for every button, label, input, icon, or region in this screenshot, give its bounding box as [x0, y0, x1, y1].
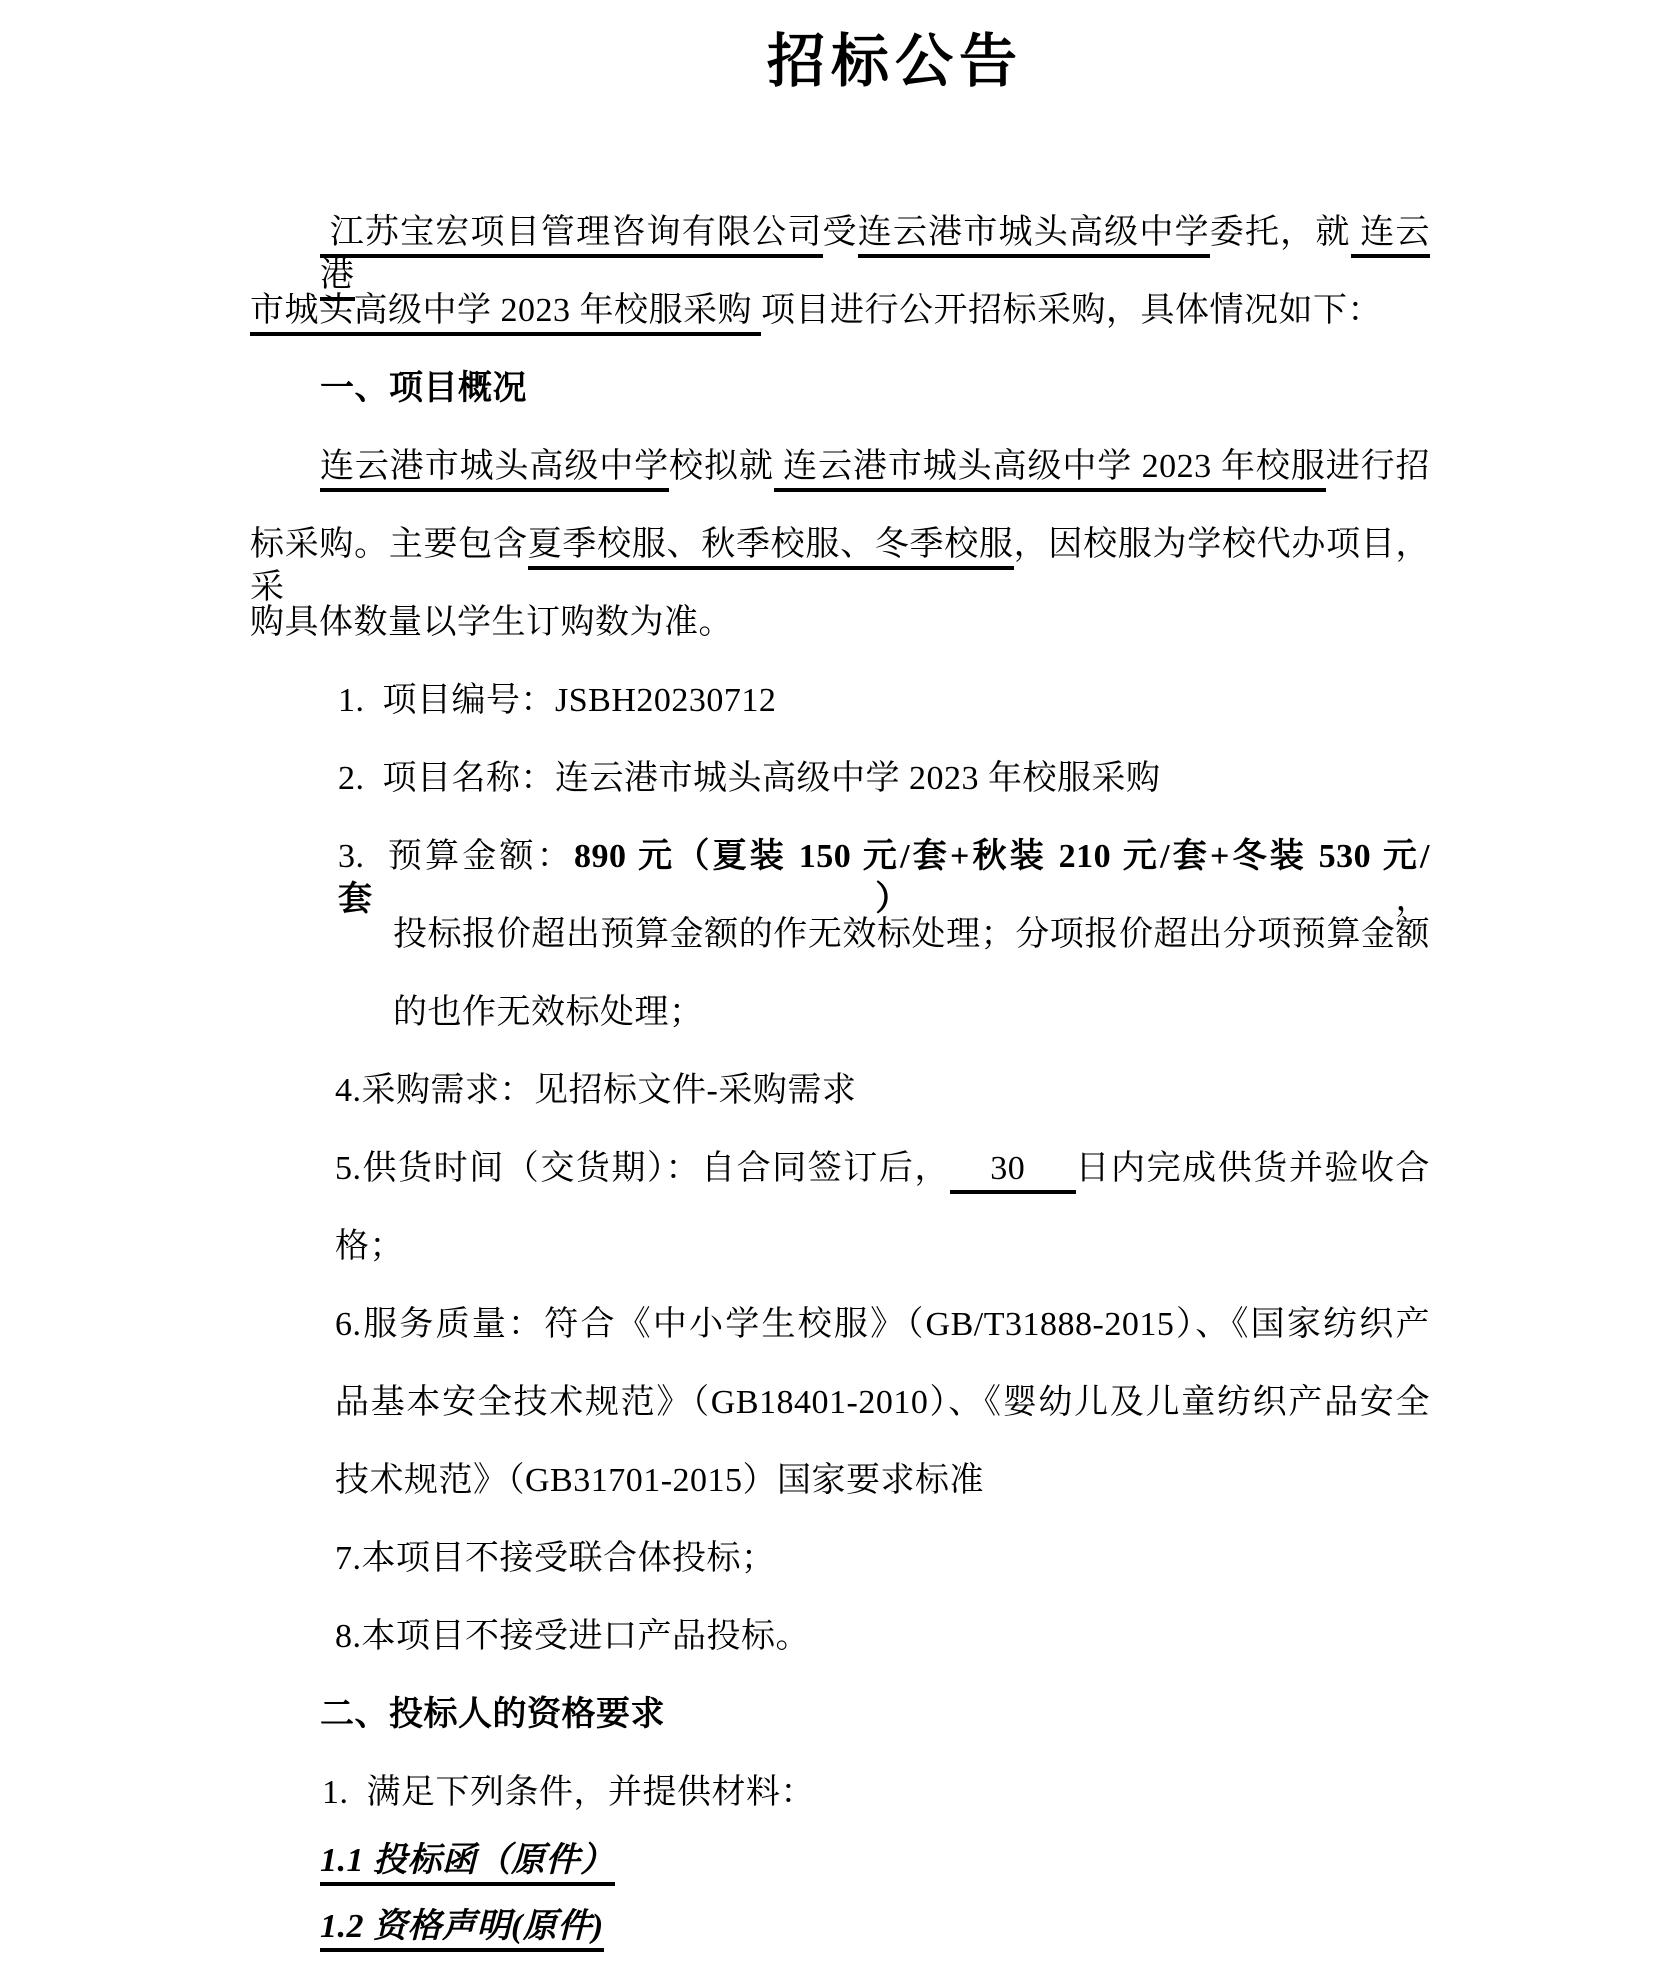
text-line: [250, 368, 1430, 411]
text-line: [250, 1840, 1430, 1883]
text-segment: 校拟就: [669, 448, 774, 485]
text-segment: 投标报价超出预算金额的作无效标处理；分项报价超出分项预算金额: [393, 916, 1430, 953]
text-line: [250, 1772, 1430, 1815]
text-line: [250, 602, 1430, 645]
text-line: [250, 914, 1430, 957]
text-segment: 1. 满足下列条件，并提供材料：: [322, 1774, 815, 1811]
text-segment: 二、投标人的资格要求: [320, 1696, 665, 1733]
text-line: [250, 1616, 1430, 1659]
text-segment: 30: [950, 1150, 1076, 1194]
text-line: [250, 290, 1430, 333]
text-segment: 1.2 资格声明(原件): [320, 1908, 604, 1952]
page-title: 招标公告: [766, 29, 1023, 94]
text-segment: 格；: [335, 1228, 404, 1265]
text-segment: 6.服务质量：符合《中小学生校服》（GB/T31888-2015）、《国家纺织产: [335, 1306, 1430, 1343]
text-segment: 进行招: [1325, 448, 1431, 485]
text-line: [250, 1694, 1430, 1737]
text-line: [250, 680, 1430, 723]
text-segment: 夏季校服、秋季校服、冬季校服: [528, 526, 1014, 570]
text-line: [250, 836, 1430, 921]
text-segment: 项目进行公开招标采购，具体情况如下：: [761, 292, 1382, 329]
text-segment: 一、项目概况: [320, 370, 527, 407]
text-line: [250, 1148, 1430, 1191]
text-line: [250, 992, 1430, 1035]
text-line: [250, 1304, 1430, 1347]
text-segment: 4.采购需求：见招标文件-采购需求: [335, 1072, 857, 1109]
text-segment: ，因校服为学校代办项目，采: [250, 526, 1431, 606]
text-segment: 的也作无效标处理；: [393, 994, 704, 1031]
text-segment: 3. 预算金额：: [338, 838, 574, 875]
text-segment: 受: [822, 214, 858, 251]
text-segment: 委托，就: [1209, 214, 1351, 251]
text-line: [250, 1070, 1430, 1113]
text-segment: 市城头高级中学 2023 年校服采购: [250, 292, 761, 336]
text-segment: 标采购。主要包含: [250, 526, 528, 563]
text-segment: 7.本项目不接受联合体投标；: [335, 1540, 776, 1577]
text-segment: 5.供货时间（交货期）：自合同签订后，: [335, 1150, 950, 1187]
text-line: [250, 758, 1430, 801]
text-line: [250, 1538, 1430, 1581]
text-segment: 1. 项目编号：JSBH20230712: [338, 682, 777, 719]
text-segment: 8.本项目不接受进口产品投标。: [335, 1618, 810, 1655]
text-segment: 连云港市城头高级中学: [320, 448, 669, 492]
text-segment: 2. 项目名称：连云港市城头高级中学 2023 年校服采购: [338, 760, 1161, 797]
text-line: [250, 1226, 1430, 1269]
text-segment: 品基本安全技术规范》（GB18401-2010）、《婴幼儿及儿童纺织产品安全: [335, 1384, 1430, 1421]
text-line: [250, 524, 1430, 609]
text-segment: 购具体数量以学生订购数为准。: [250, 604, 733, 641]
text-line: [250, 446, 1430, 489]
text-segment: 1.1 投标函（原件）: [320, 1842, 615, 1886]
text-line: [250, 212, 1430, 297]
text-segment: 连云港市城头高级中学 2023 年校服: [774, 448, 1326, 492]
text-segment: 890 元（夏装 150 元/套+秋装 210 元/套+冬装 530 元/套）: [338, 838, 1430, 918]
text-line: [250, 1906, 1430, 1949]
text-segment: 连云港: [320, 214, 1430, 301]
text-segment: 日内完成供货并验收合: [1075, 1150, 1430, 1187]
text-segment: 技术规范》（GB31701-2015）国家要求标准: [335, 1462, 985, 1499]
text-line: [250, 1382, 1430, 1425]
text-segment: 连云港市城头高级中学: [858, 214, 1210, 258]
text-segment: ，: [1395, 880, 1430, 918]
text-segment: 江苏宝宏项目管理咨询有限公司: [320, 214, 823, 258]
text-line: [250, 1460, 1430, 1503]
